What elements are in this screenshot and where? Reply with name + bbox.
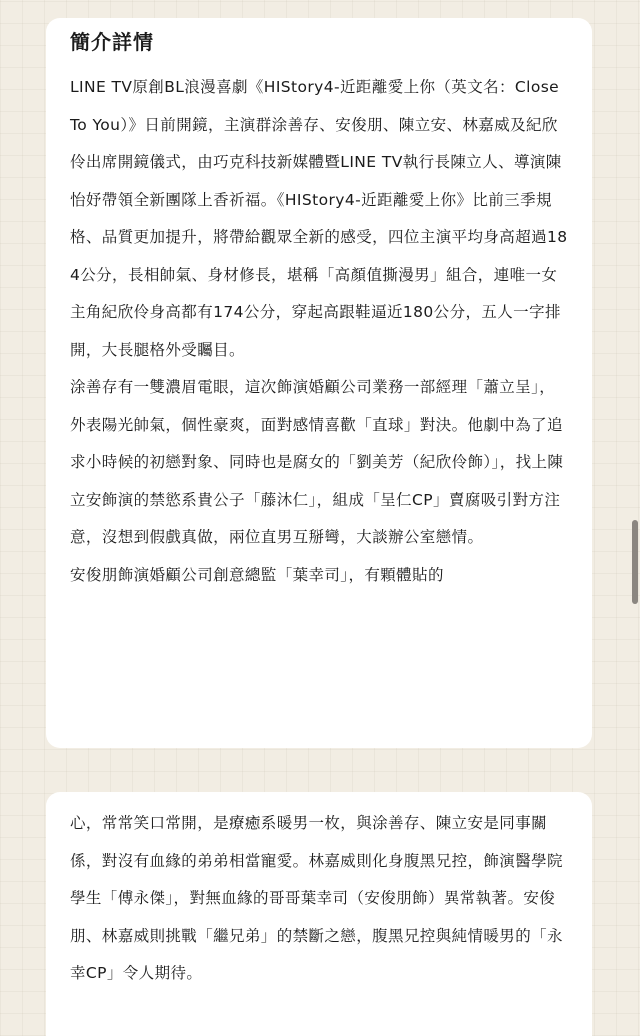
paragraph-3: 安俊朋飾演婚顧公司創意總監「葉幸司」，有顆體貼的	[70, 565, 444, 584]
section-title: 簡介詳情	[70, 30, 154, 54]
paragraph-continued: 心，常常笑口常開，是療癒系暖男一枚，與涂善存、陳立安是同事關係，對沒有血緣的弟弟相當寵愛。林嘉威則化身腹黑兄控，飾演醫學院學生「傅永傑」，對無血緣的哥哥葉幸司（安俊朋飾）異常執著。安俊朋、林嘉威則挑戰「繼兄弟」的禁斷之戀，腹黑兄控與純情暖男的「永幸CP」令人期待。	[70, 814, 563, 982]
paragraph-1: LINE TV原創BL浪漫喜劇《HIStory4-近距離愛上你（英文名：Close To You）》日前開鏡，主演群涂善存、安俊朋、陳立安、林嘉威及紀欣伶出席開鏡儀式，由巧克科技新媒體暨LINE TV執行長陳立人、導演陳怡妤帶領全新團隊上香祈福。《HIStory4-近距離愛上你》比前三季規格、品質更加提升，將帶給觀眾全新的感受，四位主演平均身高超過184公分，長相帥氣、身材修長，堪稱「高顏值撕漫男」組合，連唯一女主角紀欣伶身高都有174公分，穿起高跟鞋逼近180公分，五人一字排開，大長腿格外受矚目。	[70, 78, 568, 359]
scrollbar-thumb[interactable]	[632, 520, 638, 604]
paragraph-2: 涂善存有一雙濃眉電眼，這次飾演婚顧公司業務一部經理「蕭立呈」，外表陽光帥氣，個性豪爽，面對感情喜歡「直球」對決。他劇中為了追求小時候的初戀對象、同時也是腐女的「劉美芳（紀欣伶飾）」，找上陳立安飾演的禁慾系貴公子「藤沐仁」，組成「呈仁CP」賣腐吸引對方注意，沒想到假戲真做，兩位直男互掰彎，大談辦公室戀情。	[70, 378, 564, 546]
intro-card	[46, 18, 592, 748]
continued-card	[46, 792, 592, 1036]
